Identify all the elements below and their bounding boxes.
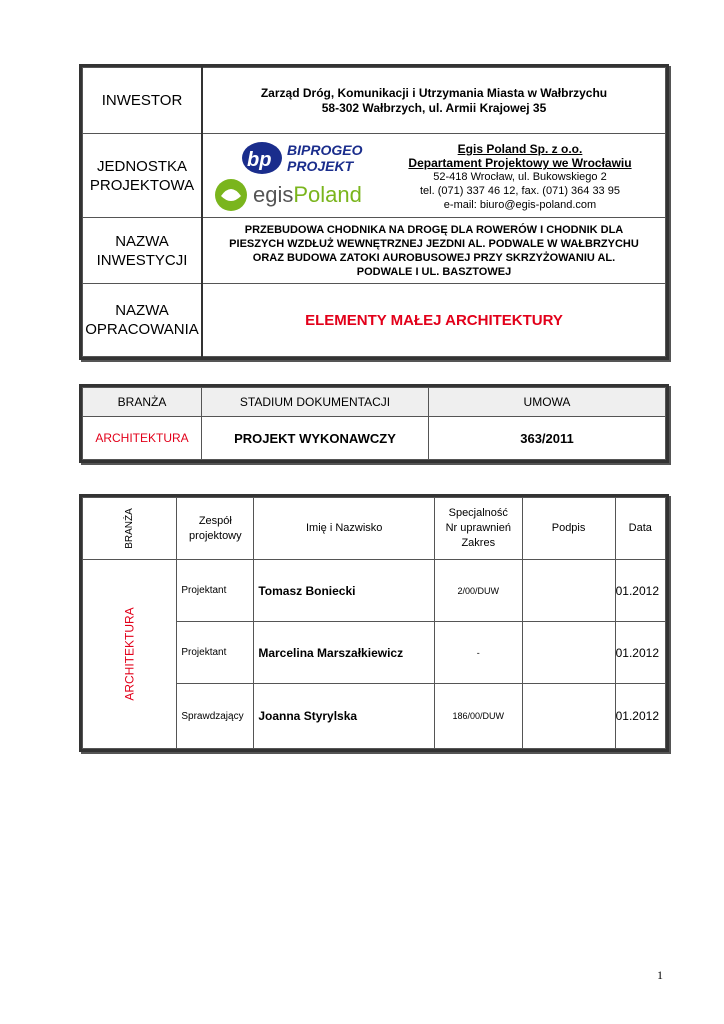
page-number: 1 [657, 968, 663, 982]
company-contact [393, 134, 665, 217]
investment-name-line3: ORAZ BUDOWA ZATOKI AUROBUSOWEJ PRZY SKRZYŻOWANIU AL. [252, 251, 616, 264]
svg-text:bp: bp [247, 149, 272, 171]
spec-header-line1: Specjalność [448, 507, 508, 519]
stage-block [79, 384, 669, 463]
team-date: 01.2012 [615, 684, 665, 749]
investment-label-line2: INWESTYCJI [96, 251, 188, 269]
investment-name [202, 218, 666, 284]
team-header-line1: Zespół [198, 514, 232, 527]
team-block [79, 494, 669, 752]
design-unit-label-line1: JEDNOSTKA [96, 157, 187, 175]
spec-header [435, 498, 522, 560]
biprogeo-wordmark-top: BIPROGEO [287, 142, 363, 158]
team-signature [522, 622, 615, 684]
egis-wordmark-egis: egis [253, 182, 294, 207]
team-branch-value-text: ARCHITEKTURA [122, 607, 137, 701]
investment-name-line2: PIESZYCH WZDŁUŻ WEWNĘTRZNEJ JEZDNI AL. PODWALE W WAŁBRZYCHU [229, 237, 639, 250]
company-email: e-mail: biuro@egis-poland.com [443, 199, 597, 211]
investment-name-line1: PRZEBUDOWA CHODNIKA NA DROGĘ DLA ROWERÓW I CHODNIK DLA [244, 223, 624, 236]
study-label [83, 284, 203, 357]
design-unit-label-line2: PROJEKTOWA [89, 176, 195, 194]
name-header: Imię i Nazwisko [254, 498, 435, 560]
team-license: 186/00/DUW [435, 684, 522, 749]
team-branch-header-text: BRANŻA [124, 508, 136, 549]
company-logos [207, 140, 393, 210]
branch-value: ARCHITEKTURA [83, 417, 202, 460]
team-date: 01.2012 [615, 560, 665, 622]
egis-wordmark-poland: Poland [293, 182, 362, 207]
design-unit-cell [202, 134, 666, 218]
egis-wordmark [253, 182, 393, 208]
spec-header-line2: Nr uprawnień [445, 522, 511, 534]
investment-name-line4: PODWALE I UL. BASZTOWEJ [356, 265, 512, 278]
signature-header: Podpis [522, 498, 615, 560]
date-header: Data [615, 498, 665, 560]
team-branch-header [83, 498, 177, 560]
investment-label-line1: NAZWA [115, 232, 169, 250]
branch-header: BRANŻA [83, 388, 202, 417]
department-name: Departament Projektowy we Wrocławiu [408, 156, 632, 170]
investor-cell [202, 68, 666, 134]
team-role: Projektant [177, 622, 254, 684]
stage-header: STADIUM DOKUMENTACJI [202, 388, 429, 417]
biprogeo-wordmark-bottom: PROJEKT [287, 158, 354, 174]
investor-name: Zarząd Dróg, Komunikacji i Utrzymania Miasta w Wałbrzychu [260, 85, 608, 100]
company-address: 52-418 Wrocław, ul. Bukowskiego 2 [433, 171, 607, 183]
design-unit-label [83, 134, 203, 218]
company-name: Egis Poland Sp. z o.o. [457, 142, 583, 156]
biprogeo-wordmark [287, 142, 362, 174]
team-header-line2: projektowy [189, 529, 242, 542]
team-member-name: Joanna Styrylska [254, 684, 435, 749]
contract-header: UMOWA [429, 388, 666, 417]
team-member-name: Marcelina Marszałkiewicz [254, 622, 435, 684]
team-signature [522, 560, 615, 622]
team-license: - [435, 622, 522, 684]
team-branch-value [83, 560, 177, 749]
team-date: 01.2012 [615, 622, 665, 684]
investor-address: 58-302 Wałbrzych, ul. Armii Krajowej 35 [321, 100, 547, 115]
title-block [79, 64, 669, 360]
team-role: Sprawdzający [177, 684, 254, 749]
spec-header-line3: Zakres [461, 537, 496, 549]
study-title: ELEMENTY MAŁEJ ARCHITEKTURY [202, 284, 666, 357]
team-license: 2/00/DUW [435, 560, 522, 622]
study-label-line2: OPRACOWANIA [85, 321, 199, 338]
investor-label: INWESTOR [83, 68, 203, 134]
study-label-line1: NAZWA [115, 302, 169, 319]
team-header [177, 498, 254, 560]
company-phone: tel. (071) 337 46 12, fax. (071) 364 33 95 [420, 185, 620, 197]
team-role: Projektant [177, 560, 254, 622]
stage-value: PROJEKT WYKONAWCZY [202, 417, 429, 460]
team-member-name: Tomasz Boniecki [254, 560, 435, 622]
contract-value: 363/2011 [429, 417, 666, 460]
team-signature [522, 684, 615, 749]
investment-label [83, 218, 203, 284]
